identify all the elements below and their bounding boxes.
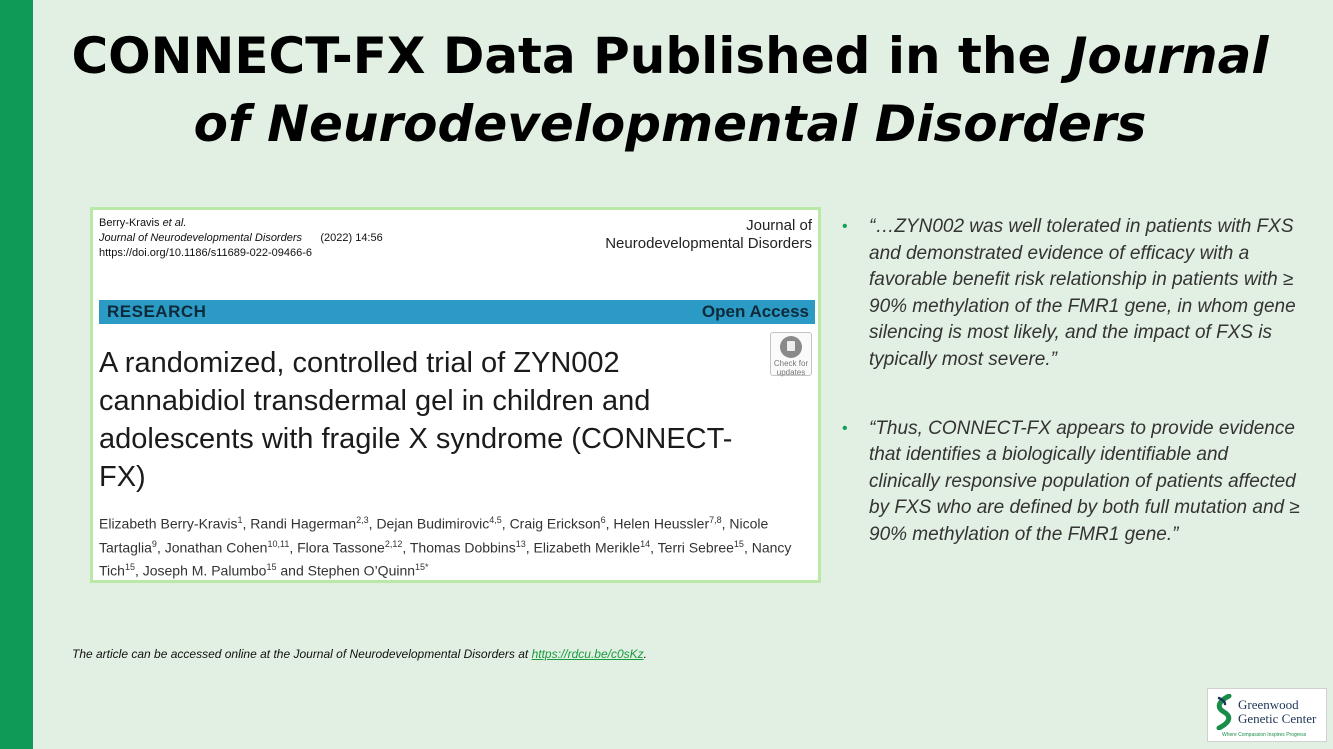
author-separator: , xyxy=(605,515,614,532)
open-access-label: Open Access xyxy=(701,302,809,321)
author-name: Thomas Dobbins xyxy=(409,539,516,556)
organization-logo xyxy=(1207,688,1327,742)
bookmark-icon xyxy=(780,336,802,358)
author-separator: , xyxy=(242,515,251,532)
article-title: A randomized, controlled trial of ZYN002 cannabidiol transdermal gel in children and adolescents with fragile X syndrome (CONNECT-FX) xyxy=(99,347,733,493)
author-affiliation: 7,8 xyxy=(709,515,722,525)
journal-masthead xyxy=(605,217,812,253)
research-banner xyxy=(99,300,815,324)
access-note xyxy=(72,647,647,661)
article-et-al: et al. xyxy=(162,217,187,229)
author-separator: , xyxy=(289,539,298,556)
bullet-icon: • xyxy=(842,419,848,437)
quote-item xyxy=(842,214,1302,374)
quote-text: “Thus, CONNECT-FX appears to provide evidence that identifies a biologically identifiable and clinically responsive population of patients affected by FXS who are defined by both full mutation and ≥ 90% methylation of the FMR1 gene.” xyxy=(869,417,1300,545)
updates-label-1: Check for xyxy=(773,359,809,368)
updates-label-2: updates xyxy=(776,368,806,377)
quote-list xyxy=(842,214,1302,549)
author-separator: , xyxy=(650,539,658,556)
logo-line2: Genetic Center xyxy=(1238,711,1317,726)
author-name: Elizabeth Merikle xyxy=(533,539,641,556)
author-name: Nicole Tartaglia xyxy=(99,515,769,556)
author-name: Craig Erickson xyxy=(509,515,601,532)
author-separator: , xyxy=(402,539,410,556)
author-affiliation: 13 xyxy=(515,538,526,549)
logo-tagline: Where Compassion Inspires Progress xyxy=(1222,732,1307,738)
author-affiliation: 14 xyxy=(640,538,651,549)
author-affiliation: 15 xyxy=(266,562,277,573)
author-affiliation: 4,5 xyxy=(489,515,502,525)
author-separator: , xyxy=(134,562,143,579)
article-first-author: Berry-Kravis xyxy=(99,217,163,229)
author-separator: , xyxy=(525,539,534,556)
author-affiliation: 2,12 xyxy=(384,538,403,549)
author-separator: and xyxy=(276,562,308,579)
slide-title xyxy=(40,22,1300,158)
author-affiliation: 15 xyxy=(733,538,744,549)
bullet-icon: • xyxy=(842,218,848,235)
author-affiliation: 2,3 xyxy=(356,515,369,525)
quote-item xyxy=(842,416,1302,549)
access-note-text: The article can be accessed online at the Journal of Neurodevelopmental Disorders at xyxy=(72,647,532,661)
author-name: Dejan Budimirovic xyxy=(376,515,490,532)
article-screenshot xyxy=(90,207,821,583)
author-separator: , xyxy=(721,515,730,532)
author-separator: , xyxy=(743,539,752,556)
author-affiliation: 15 xyxy=(124,562,135,573)
access-note-period: . xyxy=(643,647,647,661)
author-name: Flora Tassone xyxy=(297,539,385,556)
author-name: Joseph M. Palumbo xyxy=(142,562,267,579)
author-separator: , xyxy=(368,515,377,532)
article-link[interactable]: https://rdcu.be/c0sKz xyxy=(531,647,644,661)
article-journal-line: Journal of Neurodevelopmental Disorders xyxy=(99,232,302,244)
section-label: RESEARCH xyxy=(107,302,207,321)
article-meta xyxy=(99,216,383,261)
author-affiliation: 15* xyxy=(415,562,429,573)
author-affiliation: 6 xyxy=(600,515,606,525)
author-name: Jonathan Cohen xyxy=(164,539,268,556)
quote-text: “…ZYN002 was well tolerated in patients with FXS and demonstrated evidence of efficacy with a favorable benefit risk relationship in patients with ≥ 90% methylation of the FMR1 gene, in whom gene silencing is most likely, and the impact of FXS is typically most severe.” xyxy=(869,216,1296,370)
author-affiliation: 9 xyxy=(151,538,157,549)
slide-title-main: CONNECT-FX Data Published in the xyxy=(71,27,1069,85)
author-separator: , xyxy=(156,539,165,556)
article-doi: https://doi.org/10.1186/s11689-022-09466-6 xyxy=(99,247,313,259)
author-affiliation: 10,11 xyxy=(267,538,290,549)
author-name: Randi Hagerman xyxy=(250,515,357,532)
author-separator: , xyxy=(501,515,510,532)
check-for-updates-badge xyxy=(770,332,812,376)
accent-bar xyxy=(0,0,33,749)
slide-title-journal: Journal of Neurodevelopmental Disorders xyxy=(193,27,1269,153)
author-list xyxy=(99,510,814,581)
author-affiliation: 1 xyxy=(237,515,243,525)
journal-masthead-line2: Neurodevelopmental Disorders xyxy=(605,235,812,252)
author-name: Stephen O’Quinn xyxy=(307,562,416,579)
dna-helix-icon xyxy=(1213,694,1235,730)
author-name: Nancy Tich xyxy=(99,539,792,579)
author-name: Helen Heussler xyxy=(613,515,710,532)
author-name: Elizabeth Berry-Kravis xyxy=(99,515,238,532)
logo-line1: Greenwood xyxy=(1238,697,1299,712)
journal-masthead-line1: Journal of xyxy=(746,217,812,234)
author-name: Terri Sebree xyxy=(657,539,734,556)
article-year-volume: (2022) 14:56 xyxy=(320,232,383,244)
